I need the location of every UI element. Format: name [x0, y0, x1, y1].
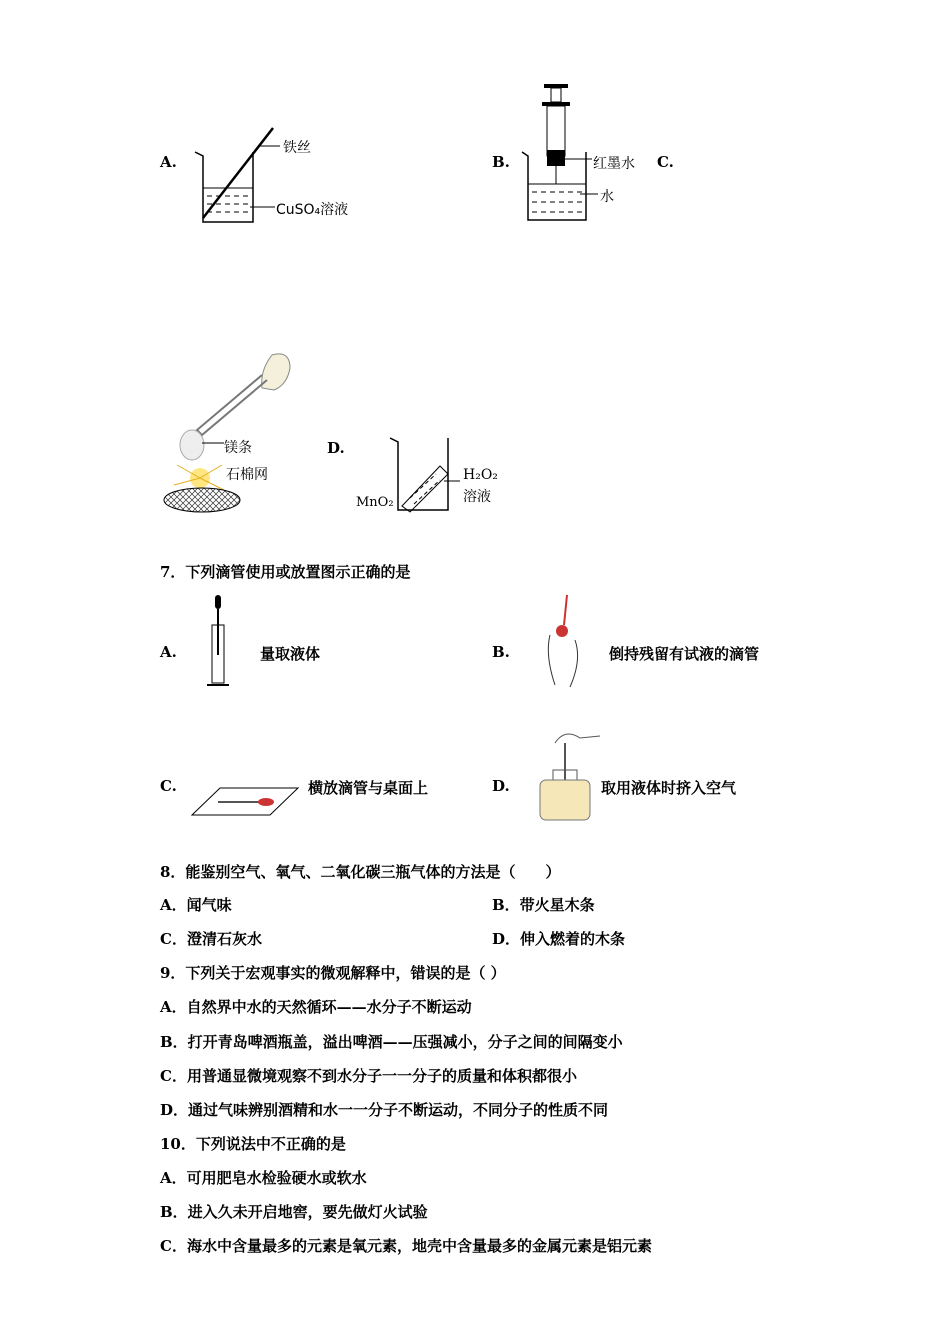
- syringe-beaker-figure: [520, 84, 600, 224]
- q6-option-d-letter: D.: [327, 439, 345, 457]
- q9-option-b: B．打开青岛啤酒瓶盖，溢出啤酒——压强减小，分子之间的间隔变小: [160, 1033, 623, 1051]
- q7-stem: 7．下列滴管使用或放置图示正确的是: [160, 563, 411, 581]
- q7-option-a-text: 量取液体: [260, 645, 321, 663]
- magnesium-ribbon-label: 镁条: [224, 440, 252, 456]
- q7-option-c-text: 横放滴管与桌面上: [308, 779, 429, 797]
- beaker-h2o2-figure: [390, 436, 465, 514]
- solution-label: 溶液: [463, 489, 491, 505]
- q9-stem: 9．下列关于宏观事实的微观解释中，错误的是（ ）: [160, 964, 506, 982]
- q10-option-c: C．海水中含量最多的元素是氧元素，地壳中含量最多的金属元素是铝元素: [160, 1237, 652, 1255]
- cuso4-label: CuSO₄溶液: [276, 202, 349, 218]
- q10-option-a: A．可用肥皂水检验硬水或软水: [160, 1169, 367, 1187]
- hand-dropper-figure: [540, 595, 585, 690]
- q8-option-d: D．伸入燃着的木条: [492, 930, 626, 948]
- dropper-bottle-figure: [535, 728, 605, 823]
- q7-option-a-letter: A.: [160, 643, 177, 661]
- q8-option-a: A．闻气味: [160, 896, 232, 914]
- q10-option-b: B．进入久未开启地窖，要先做灯火试验: [160, 1203, 428, 1221]
- q7-option-b-text: 倒持残留有试液的滴管: [609, 645, 760, 663]
- q7-option-b-letter: B.: [492, 643, 510, 661]
- q7-option-c-letter: C.: [160, 777, 177, 795]
- q8-option-c: C．澄清石灰水: [160, 930, 262, 948]
- q10-stem: 10．下列说法中不正确的是: [160, 1135, 346, 1153]
- magnesium-burning-figure: [162, 350, 292, 515]
- q9-option-a: A．自然界中水的天然循环——水分子不断运动: [160, 998, 472, 1016]
- q8-stem: 8．能鉴别空气、氧气、二氧化碳三瓶气体的方法是（ ）: [160, 863, 561, 881]
- q6-option-b-letter: B.: [492, 153, 510, 171]
- dropper-on-table-figure: [190, 780, 300, 820]
- q6-option-c-letter: C.: [657, 153, 674, 171]
- mno2-label: MnO₂: [356, 495, 394, 510]
- q9-option-c: C．用普通显微境观察不到水分子一一分子的质量和体积都很小: [160, 1067, 577, 1085]
- water-label: 水: [600, 189, 614, 205]
- dropper-cylinder-figure: [205, 595, 235, 690]
- q7-option-d-text: 取用液体时挤入空气: [601, 779, 737, 797]
- h2o2-label: H₂O₂: [463, 467, 498, 483]
- q9-option-d: D．通过气味辨别酒精和水一一分子不断运动，不同分子的性质不同: [160, 1101, 609, 1119]
- asbestos-net-label: 石棉网: [226, 467, 268, 483]
- q6-option-a-letter: A.: [160, 153, 177, 171]
- q8-option-b: B．带火星木条: [492, 896, 595, 914]
- beaker-iron-wire-figure: [195, 128, 275, 226]
- q7-option-d-letter: D.: [492, 777, 510, 795]
- iron-wire-label: 铁丝: [283, 140, 311, 156]
- red-ink-label: 红墨水: [593, 156, 635, 172]
